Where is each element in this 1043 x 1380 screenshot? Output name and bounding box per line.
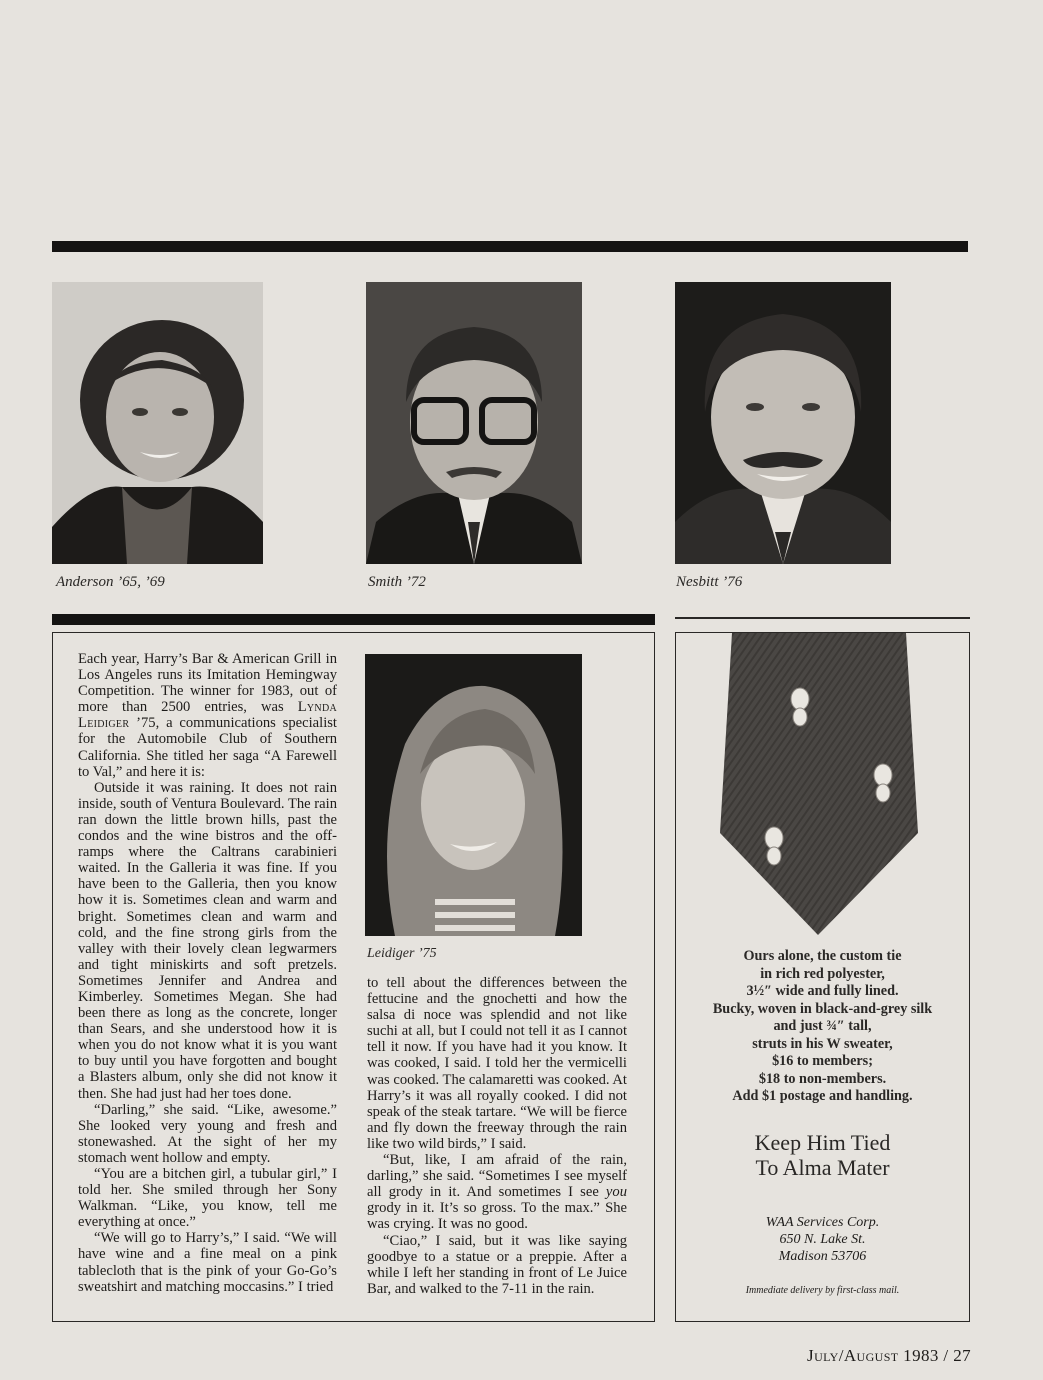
top-rule xyxy=(52,241,968,252)
leidiger-photo xyxy=(365,654,582,936)
article-paragraph: Outside it was raining. It does not rain inside, south of Ventura Boulevard. The rain ran down the little brown hills, past the condos and the wine bistros and the off-ramps where the Caltrans carabinieri waited. In the Galleria it was fine. If you have been to the Galleria, then you know how it is. Sometimes clean and warm and bright. Sometimes clean and warm and cold, and the fine strong girls from the valley with their lovely clean legwarmers and tight miniskirts and soft pretzels. Sometimes Jennifer and Andrea and Kimberley. Sometimes Megan. She had been there as long as the concrete, longer than Sears, and she understood how it is when you do not know what it is you want to buy until you have forgotten and bought a Blasters album, only she did not know it then. She had just had her toes done. xyxy=(78,779,337,1102)
portrait-woman-long-hair-icon xyxy=(365,654,582,936)
ad-rule xyxy=(675,617,970,619)
ad-description: Ours alone, the custom tie in rich red polyester, 3½″ wide and fully lined. Bucky, woven in black-and-grey silk and just ¾″ tall, struts in his W sweater, $16 to members; $18 to non-members. Add $1 postage and handling. xyxy=(712,948,933,1104)
article-paragraph: “But, like, I am afraid of the rain, darling,” she said. “Sometimes I see myself all grody in it. And sometimes I see you grody in it. It’s so gross. To the max.” She was crying. It was no good. xyxy=(367,1152,627,1233)
article-column-1 xyxy=(78,651,337,1295)
ad-address: WAA Services Corp. 650 N. Lake St. Madison 53706 xyxy=(765,1215,880,1264)
article-paragraph: “You are a bitchen girl, a tubular girl,” I told her. She smiled through her Sony Walkman. “Like, you know, tell me everything at once.” xyxy=(78,1166,337,1231)
article-column-2 xyxy=(367,975,627,1297)
author-name: Lynda Leidiger xyxy=(78,699,337,732)
portrait-man-mustache-icon xyxy=(675,282,891,564)
article-paragraph: “We will go to Harry’s,” I said. “We will have wine and a fine meal on a pink tablecloth that is the pink of your Go-Go’s sweatshirt and matching moccasins.” I tried xyxy=(78,1230,337,1295)
necktie-icon xyxy=(718,633,918,935)
smith-caption: Smith ’72 xyxy=(368,574,426,590)
nesbitt-caption: Nesbitt ’76 xyxy=(676,574,743,590)
smith-photo xyxy=(366,282,582,564)
ad-note: Immediate delivery by first-class mail. xyxy=(745,1285,900,1296)
portrait-woman-curly-hair-icon xyxy=(52,282,263,564)
nesbitt-photo xyxy=(675,282,891,564)
portrait-man-glasses-icon xyxy=(366,282,582,564)
anderson-caption: Anderson ’65, ’69 xyxy=(56,574,165,590)
anderson-photo xyxy=(52,282,263,564)
page-folio: July/August 1983 / 27 xyxy=(807,1346,971,1365)
tie-image xyxy=(718,633,918,935)
leidiger-caption: Leidiger ’75 xyxy=(367,946,437,961)
article-rule xyxy=(52,614,655,625)
article-paragraph: to tell about the differences between the fettucine and the gnochetti and how the salsa di noce was splendid and not like suchi at all, but I could not tell it as I cannot tell it now. If you have had it you know. It was cooked, I said. I told her the vermicelli was cooked. The calamaretti was cooked. At Harry’s it was all royally cooked. I did not speak of the steak tartare. “We will be fierce and fly down the freeway through the rain like two wild birds,” I said. xyxy=(367,975,627,1152)
article-paragraph: “Ciao,” I said, but it was like saying goodbye to a statue or a preppie. After a while I left her standing in front of Le Juice Bar, and walked to the 7-11 in the rain. xyxy=(367,1232,627,1297)
ad-headline: Keep Him Tied To Alma Mater xyxy=(754,1130,891,1180)
article-intro: Each year, Harry’s Bar & American Grill in Los Angeles runs its Imitation Hemingway Competition. The winner for 1983, out of more than 2500 entries, was Lynda Leidiger ’75, a communications specialist for the Automobile Club of Southern California. She titled her saga “A Farewell to Val,” and here it is: xyxy=(78,651,337,780)
article-paragraph: “Darling,” she said. “Like, awesome.” She looked very young and fresh and stonewashed. At the sight of her my stomach went hollow and empty. xyxy=(78,1101,337,1166)
